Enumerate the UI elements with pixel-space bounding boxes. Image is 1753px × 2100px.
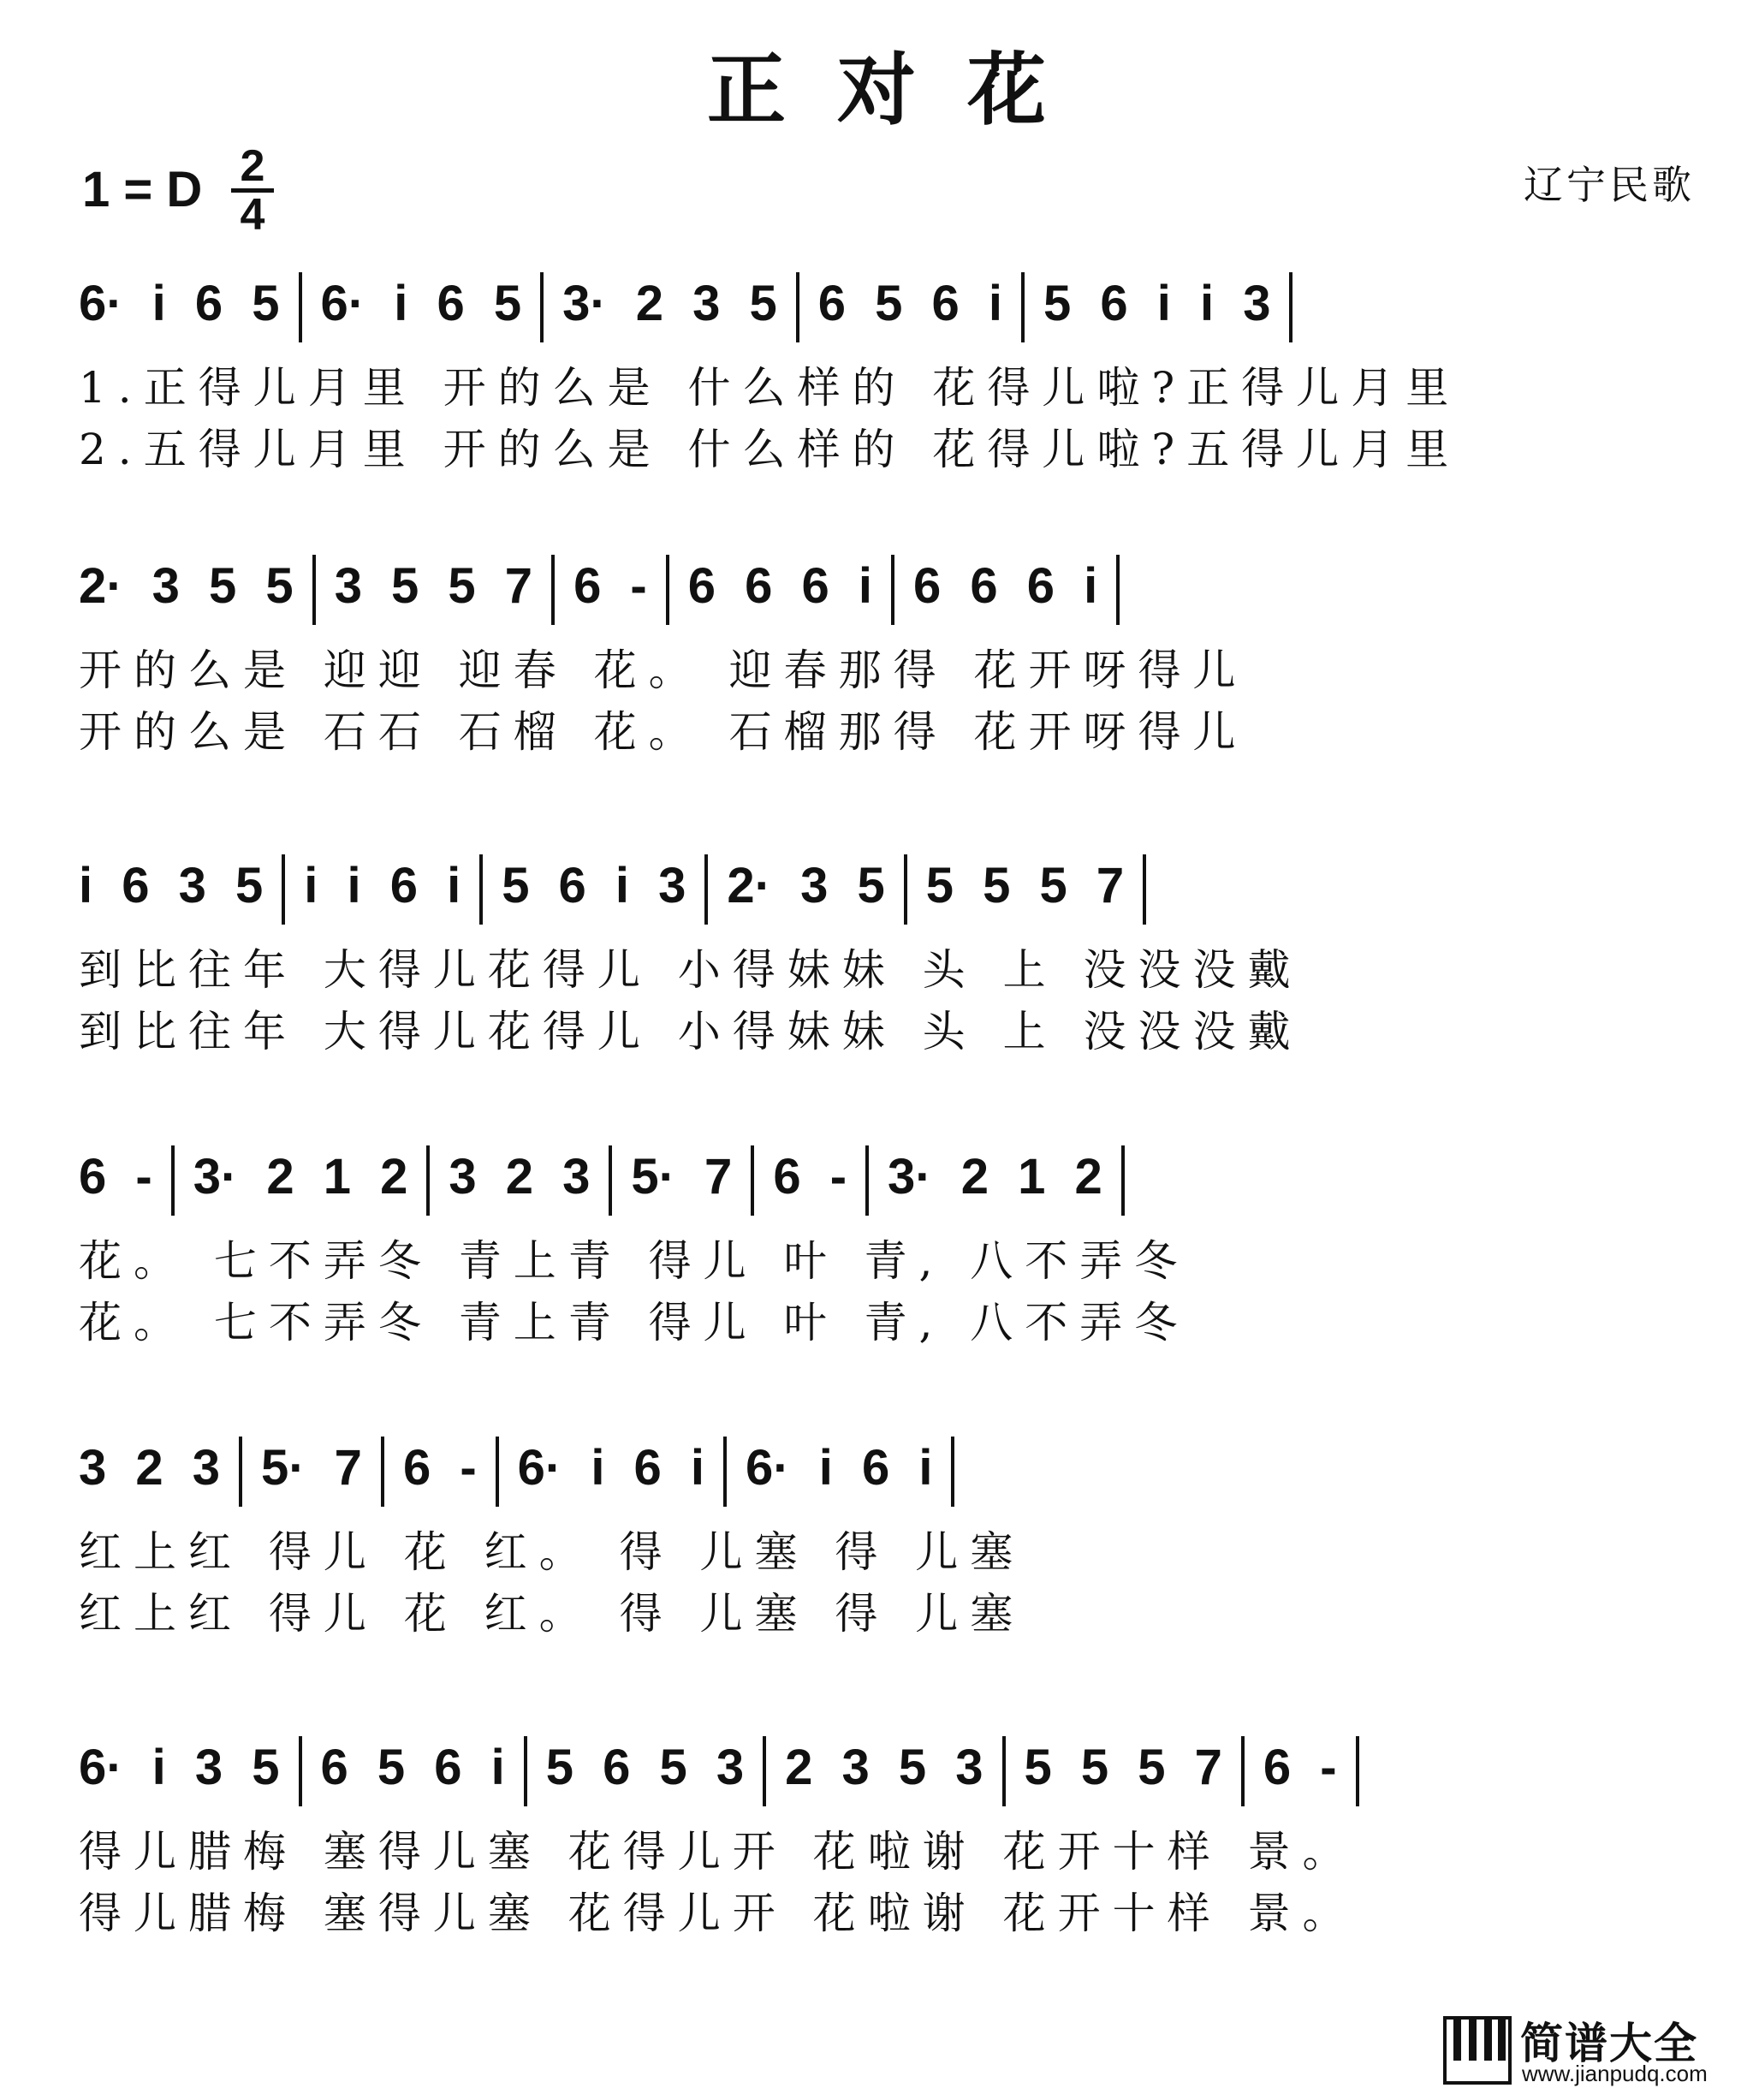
barline — [551, 555, 555, 625]
measure: 5 6 5 3 — [545, 1740, 745, 1795]
barline — [312, 555, 316, 625]
barline — [540, 272, 544, 342]
measure: 6· i 6 5 — [79, 276, 280, 331]
barline — [1021, 272, 1025, 342]
measure: i i 6 i — [304, 858, 461, 913]
measure: 3 2 3 — [79, 1440, 220, 1496]
measure: 6 - — [402, 1440, 477, 1496]
barline — [479, 854, 483, 925]
lyric-line-1: 红上红 得儿 花 红。 得 儿塞 得 儿塞 — [79, 1527, 1025, 1577]
genre-label: 辽宁民歌 — [1524, 162, 1695, 208]
notation-line — [79, 1130, 1702, 1224]
measure: 2· 3 5 5 — [79, 558, 294, 614]
measure: 6· i 6 i — [746, 1440, 933, 1496]
barline — [1143, 854, 1146, 925]
barline — [496, 1437, 499, 1507]
barline — [796, 272, 799, 342]
measure: 5 5 5 7 — [925, 858, 1125, 913]
measure: 6· i 6 5 — [320, 276, 522, 331]
score-system — [0, 257, 1753, 539]
measure: 6· i 6 i — [517, 1440, 705, 1496]
meter-top: 2 — [240, 141, 265, 191]
notation-line — [79, 257, 1702, 351]
time-signature — [231, 141, 274, 240]
barline — [951, 1437, 954, 1507]
lyric-line-2: 红上红 得儿 花 红。 得 儿塞 得 儿塞 — [79, 1589, 1025, 1639]
score-system — [0, 839, 1753, 1121]
lyric-line-1: 到比往年 大得儿花得儿 小得妹妹 头 上 没没没戴 — [79, 945, 1303, 995]
score-system — [0, 1130, 1753, 1413]
barline — [299, 1736, 302, 1806]
barline — [171, 1145, 175, 1216]
score-system — [0, 539, 1753, 822]
measure: 6 - — [573, 558, 647, 614]
measure: 6 5 6 i — [817, 276, 1003, 331]
song-title: 正对花 — [706, 44, 1097, 136]
measure: 2 3 5 3 — [785, 1740, 983, 1795]
barline — [904, 854, 907, 925]
barline — [1121, 1145, 1125, 1216]
measure: 3 2 3 — [449, 1149, 591, 1205]
measure: 3· 2 1 2 — [888, 1149, 1102, 1205]
lyric-line-1: 1.正得儿月里 开的么是 什么样的 花得儿啦?正得儿月里 — [79, 363, 1461, 413]
lyric-line-1: 开的么是 迎迎 迎春 花。 迎春那得 花开呀得儿 — [79, 645, 1248, 695]
lyric-line-2: 2.五得儿月里 开的么是 什么样的 花得儿啦?五得儿月里 — [79, 425, 1461, 474]
measure: 5 6 i 3 — [502, 858, 686, 913]
barline — [723, 1437, 727, 1507]
measure: 6 - — [79, 1149, 152, 1205]
barline — [1116, 555, 1120, 625]
watermark-text: 简谱大全 — [1520, 2019, 1698, 2068]
measure: 6 6 6 i — [912, 558, 1098, 614]
barline — [865, 1145, 869, 1216]
barline — [299, 272, 302, 342]
barline — [1289, 272, 1292, 342]
barline — [282, 854, 285, 925]
measure: 3· 2 1 2 — [193, 1149, 408, 1205]
barline — [891, 555, 894, 625]
measure: 5 6 i i 3 — [1043, 276, 1271, 331]
measure: 6 - — [1263, 1740, 1337, 1795]
notation-line — [79, 839, 1702, 933]
meter-bottom: 4 — [231, 188, 274, 237]
lyric-line-2: 开的么是 石石 石榴 花。 石榴那得 花开呀得儿 — [79, 707, 1248, 757]
key-signature: 1 = D — [82, 162, 203, 217]
barline — [704, 854, 708, 925]
measure: 6 - — [773, 1149, 847, 1205]
notation-line — [79, 539, 1702, 634]
measure: 5 5 5 7 — [1024, 1740, 1222, 1795]
measure: 5· 7 — [261, 1440, 362, 1496]
notation-line — [79, 1721, 1702, 1815]
measure: 2· 3 5 — [727, 858, 885, 913]
watermark-url: www.jianpudq.com — [1522, 2061, 1708, 2086]
lyric-line-2: 得儿腊梅 塞得儿塞 花得儿开 花啦谢 花开十样 景。 — [79, 1889, 1358, 1938]
measure: 5· 7 — [631, 1149, 733, 1205]
barline — [763, 1736, 766, 1806]
barline — [1241, 1736, 1245, 1806]
barline — [239, 1437, 242, 1507]
lyric-line-1: 得儿腊梅 塞得儿塞 花得儿开 花啦谢 花开十样 景。 — [79, 1827, 1358, 1877]
barline — [751, 1145, 754, 1216]
measure: 6 6 6 i — [687, 558, 872, 614]
measure: 6 5 6 i — [320, 1740, 505, 1795]
lyric-line-2: 花。 七不弄冬 青上青 得儿 叶 青, 八不弄冬 — [79, 1298, 1190, 1347]
barline — [609, 1145, 612, 1216]
measure: 6· i 3 5 — [79, 1740, 280, 1795]
measure: i 6 3 5 — [79, 858, 264, 913]
measure: 3· 2 3 5 — [562, 276, 777, 331]
piano-keys-icon — [1443, 2016, 1512, 2085]
score-system — [0, 1721, 1753, 2003]
barline — [381, 1437, 384, 1507]
barline — [1002, 1736, 1006, 1806]
site-watermark — [1443, 2004, 1734, 2090]
barline — [524, 1736, 527, 1806]
notation-line — [79, 1421, 1702, 1515]
score-system — [0, 1421, 1753, 1704]
lyric-line-2: 到比往年 大得儿花得儿 小得妹妹 头 上 没没没戴 — [79, 1007, 1303, 1056]
barline — [426, 1145, 430, 1216]
measure: 3 5 5 7 — [334, 558, 533, 614]
barline — [666, 555, 669, 625]
lyric-line-1: 花。 七不弄冬 青上青 得儿 叶 青, 八不弄冬 — [79, 1236, 1190, 1286]
barline — [1356, 1736, 1359, 1806]
